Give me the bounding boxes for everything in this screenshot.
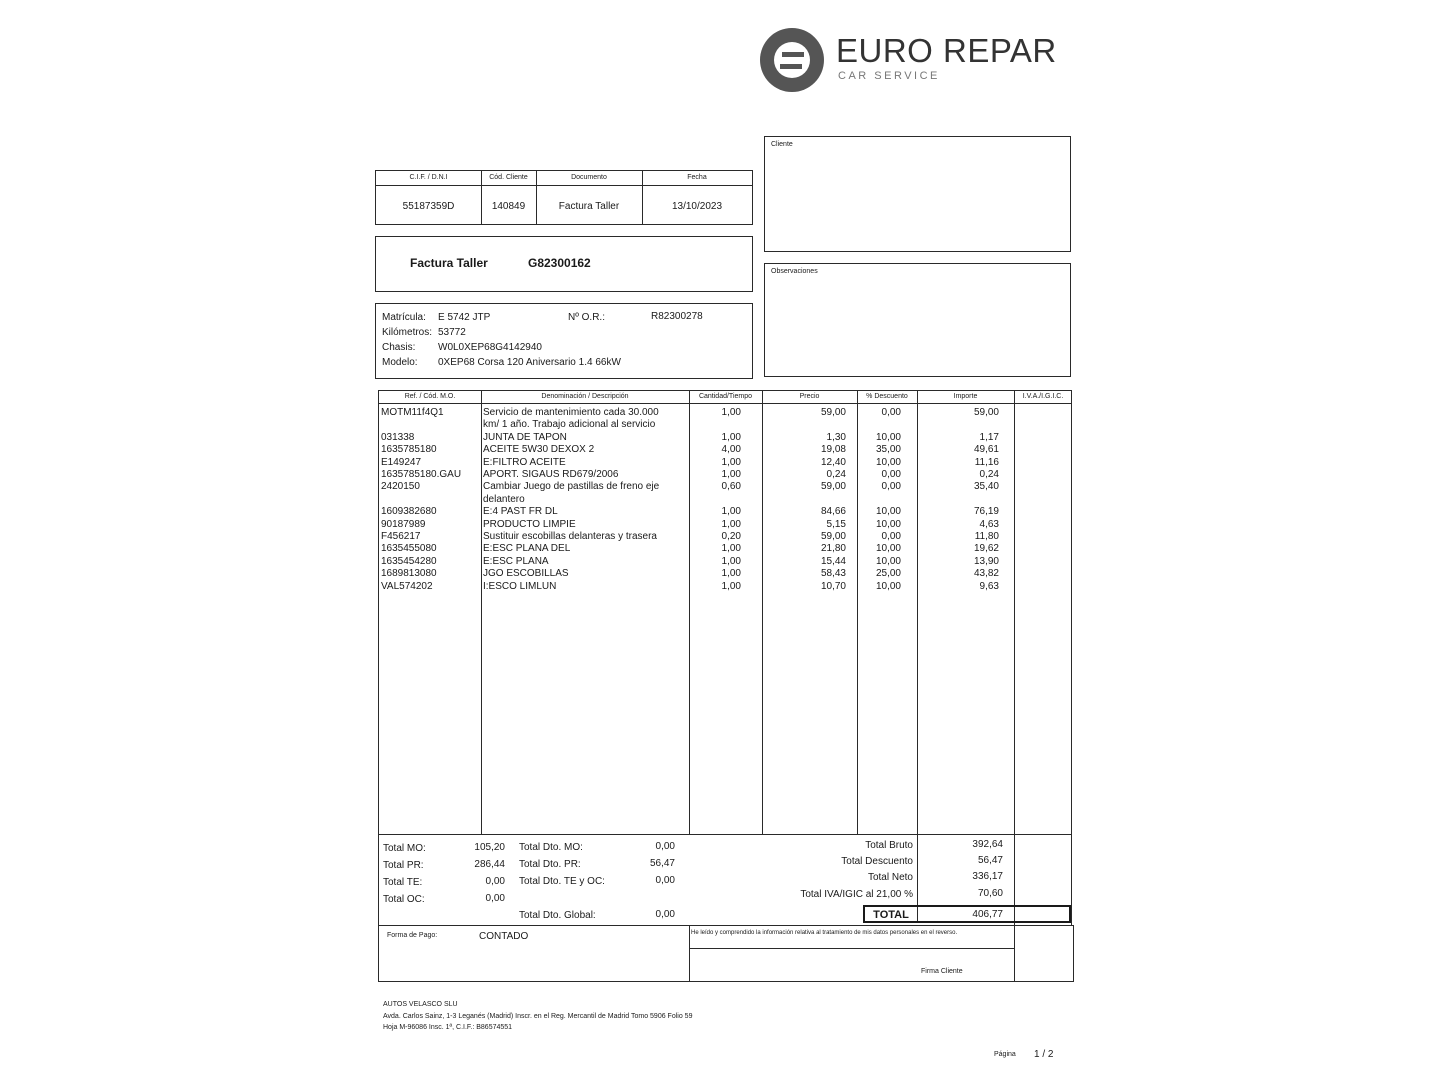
footer-line1: Avda. Carlos Sainz, 1-3 Leganés (Madrid) Inscr. en el Reg. Mercantil de Madrid Tomo 5906 Folio 59 — [383, 1013, 693, 1020]
fecha-header: Fecha — [687, 174, 707, 181]
item-price: 21,80 — [820, 543, 846, 555]
item-disc: 10,00 — [875, 555, 901, 567]
total-dto-te-value: 0,00 — [655, 875, 675, 886]
item-qty: 0,60 — [721, 481, 741, 493]
item-price: 19,08 — [820, 444, 846, 456]
item-disc: 10,00 — [875, 518, 901, 530]
item-qty: 1,00 — [721, 506, 741, 518]
firma-cliente-label: Firma Cliente — [921, 968, 963, 975]
item-qty: 1,00 — [721, 518, 741, 530]
privacy-text: He leído y comprendido la información relativa al tratamiento de mis datos personales en el reverso. — [691, 930, 958, 936]
table-row — [379, 519, 1071, 531]
items-table — [378, 390, 1072, 835]
item-disc: 35,00 — [875, 444, 901, 456]
item-desc: ACEITE 5W30 DEXOX 2 — [483, 444, 595, 456]
item-amount: 1,17 — [979, 431, 999, 443]
item-amount: 35,40 — [973, 481, 999, 493]
item-price: 59,00 — [820, 481, 846, 493]
item-price: 84,66 — [820, 506, 846, 518]
modelo-value: 0XEP68 Corsa 120 Aniversario 1.4 66kW — [438, 357, 621, 368]
brand-subtitle: CAR SERVICE — [838, 70, 940, 82]
item-disc: 10,00 — [875, 543, 901, 555]
item-ref: 2420150 — [381, 481, 420, 493]
col-ref-header: Ref. / Cód. M.O. — [404, 393, 456, 400]
table-row — [379, 407, 1071, 419]
table-row — [379, 457, 1071, 469]
item-ref: 1689813080 — [381, 568, 437, 580]
item-ref: E149247 — [381, 456, 422, 468]
total-label: TOTAL — [873, 909, 909, 921]
total-pr-label: Total PR: — [383, 860, 424, 871]
total-dto-global-label: Total Dto. Global: — [519, 910, 596, 921]
col-amount-header: Importe — [953, 393, 978, 400]
item-desc: Servicio de mantenimiento cada 30.000 — [483, 407, 659, 418]
item-ref: 1635455080 — [381, 543, 437, 555]
or-value: R82300278 — [651, 311, 703, 322]
table-row — [379, 481, 1071, 493]
item-disc: 10,00 — [875, 580, 901, 592]
item-desc: JGO ESCOBILLAS — [483, 568, 569, 580]
item-ref: 1635785180.GAU — [381, 469, 462, 480]
matricula-label: Matrícula: — [382, 312, 426, 323]
cod-cliente-header: Cód. Cliente — [489, 174, 528, 181]
item-disc: 10,00 — [875, 431, 901, 443]
total-iva-label: Total IVA/IGIC al 21,00 % — [800, 889, 913, 900]
item-amount: 9,63 — [979, 580, 999, 592]
total-value: 406,77 — [972, 909, 1003, 920]
payment-box — [378, 925, 1074, 982]
item-qty: 1,00 — [721, 543, 741, 555]
item-amount: 49,61 — [973, 444, 999, 456]
item-disc: 0,00 — [881, 531, 901, 542]
total-dto-mo-label: Total Dto. MO: — [519, 842, 583, 853]
item-qty: 1,00 — [721, 469, 741, 480]
item-desc: PRODUCTO LIMPIE — [483, 518, 576, 530]
col-vat-header: I.V.A./I.G.I.C. — [1022, 393, 1064, 400]
total-mo-label: Total MO: — [383, 843, 426, 854]
total-bruto-label: Total Bruto — [865, 840, 913, 851]
payment-label: Forma de Pago: — [387, 932, 438, 939]
page-value: 1 / 2 — [1034, 1049, 1054, 1060]
item-amount: 43,82 — [973, 568, 999, 580]
item-ref: 90187989 — [381, 518, 426, 530]
item-price: 59,00 — [820, 407, 846, 418]
total-neto-value: 336,17 — [972, 871, 1003, 882]
cod-cliente-value: 140849 — [491, 201, 526, 212]
page-label: Página — [994, 1051, 1016, 1058]
item-price: 59,00 — [820, 531, 846, 542]
col-disc-header: % Descuento — [866, 393, 908, 400]
col-price-header: Precio — [799, 393, 820, 400]
table-row — [379, 419, 1071, 431]
item-qty: 1,00 — [721, 568, 741, 580]
total-box — [863, 905, 1071, 923]
table-row — [379, 556, 1071, 568]
table-row — [379, 432, 1071, 444]
item-disc: 10,00 — [875, 506, 901, 518]
table-row — [379, 568, 1071, 580]
item-amount: 13,90 — [973, 555, 999, 567]
item-qty: 1,00 — [721, 580, 741, 592]
or-label: Nº O.R.: — [568, 312, 605, 323]
observaciones-box — [764, 263, 1071, 377]
item-price: 0,24 — [826, 469, 846, 480]
cliente-box — [764, 136, 1071, 252]
item-disc: 0,00 — [881, 481, 901, 493]
col-qty-header: Cantidad/Tiempo — [698, 393, 753, 400]
items-rows — [379, 407, 1071, 607]
table-row — [379, 506, 1071, 518]
km-value: 53772 — [438, 327, 466, 338]
item-ref: 031338 — [381, 431, 415, 443]
chasis-label: Chasis: — [382, 342, 416, 353]
table-row — [379, 444, 1071, 456]
item-desc: E:FILTRO ACEITE — [483, 456, 566, 468]
item-price: 12,40 — [820, 456, 846, 468]
total-dto-mo-value: 0,00 — [655, 841, 675, 852]
documento-header: Documento — [571, 174, 607, 181]
item-qty: 1,00 — [721, 555, 741, 567]
item-desc: I:ESCO LIMLUN — [483, 580, 557, 592]
table-row — [379, 469, 1071, 481]
table-row — [379, 543, 1071, 555]
item-disc: 0,00 — [881, 469, 901, 480]
fecha-value: 13/10/2023 — [671, 201, 723, 212]
footer-line2: Hoja M-96086 Insc. 1ª, C.I.F.: B86574551 — [383, 1024, 513, 1031]
item-price: 1,30 — [826, 431, 846, 443]
item-price: 10,70 — [820, 580, 846, 592]
matricula-value: E 5742 JTP — [438, 312, 491, 323]
item-desc: Cambiar Juego de pastillas de freno eje — [483, 481, 660, 493]
item-desc: km/ 1 año. Trabajo adicional al servicio — [483, 419, 656, 431]
table-row — [379, 531, 1071, 543]
observaciones-label: Observaciones — [771, 268, 818, 275]
item-ref: 1635454280 — [381, 555, 437, 567]
item-qty: 4,00 — [721, 444, 741, 456]
item-desc: JUNTA DE TAPON — [483, 431, 567, 443]
item-disc: 10,00 — [875, 456, 901, 468]
total-oc-value: 0,00 — [485, 893, 505, 904]
total-bruto-value: 392,64 — [972, 839, 1003, 850]
modelo-label: Modelo: — [382, 357, 418, 368]
total-pr-value: 286,44 — [474, 859, 505, 870]
cif-value: 55187359D — [402, 201, 455, 212]
item-ref: 1609382680 — [381, 506, 437, 518]
item-disc: 0,00 — [881, 407, 901, 418]
item-ref: VAL574202 — [381, 580, 433, 592]
item-amount: 19,62 — [973, 543, 999, 555]
item-qty: 1,00 — [721, 431, 741, 443]
item-desc: Sustituir escobillas delanteras y trasera — [483, 531, 657, 542]
item-price: 5,15 — [826, 518, 846, 530]
total-dto-te-label: Total Dto. TE y OC: — [519, 876, 605, 887]
item-qty: 1,00 — [721, 456, 741, 468]
item-qty: 1,00 — [721, 407, 741, 418]
item-amount: 0,24 — [979, 469, 999, 480]
item-disc: 25,00 — [875, 568, 901, 580]
payment-value: CONTADO — [479, 931, 529, 942]
invoice-title-box — [375, 236, 753, 292]
total-iva-value: 70,60 — [977, 888, 1003, 899]
total-oc-label: Total OC: — [383, 894, 425, 905]
table-row — [379, 581, 1071, 593]
item-desc: APORT. SIGAUS RD679/2006 — [483, 469, 619, 480]
header-info-table — [375, 170, 753, 225]
item-price: 58,43 — [820, 568, 846, 580]
cif-header: C.I.F. / D.N.I — [409, 174, 448, 181]
item-desc: delantero — [483, 493, 525, 505]
total-descuento-label: Total Descuento — [841, 856, 913, 867]
cliente-label: Cliente — [771, 141, 793, 148]
total-dto-global-value: 0,00 — [655, 909, 675, 920]
total-te-value: 0,00 — [485, 876, 505, 887]
documento-value: Factura Taller — [558, 201, 620, 212]
euro-repar-logo-icon — [760, 28, 824, 92]
brand-name: EURO REPAR — [836, 32, 1057, 69]
item-amount: 76,19 — [973, 506, 999, 518]
item-amount: 11,80 — [974, 531, 999, 542]
item-desc: E:4 PAST FR DL — [483, 506, 558, 518]
col-desc-header: Denominación / Descripción — [541, 393, 629, 400]
item-ref: MOTM11f4Q1 — [381, 407, 444, 418]
item-ref: 1635785180 — [381, 444, 437, 456]
km-label: Kilómetros: — [382, 327, 433, 338]
total-dto-pr-value: 56,47 — [649, 858, 675, 869]
total-neto-label: Total Neto — [867, 872, 913, 883]
invoice-number: G82300162 — [528, 256, 591, 270]
chasis-value: W0L0XEP68G4142940 — [438, 342, 542, 353]
item-price: 15,44 — [820, 555, 846, 567]
invoice-type: Factura Taller — [410, 256, 488, 270]
item-amount: 11,16 — [974, 456, 999, 468]
item-desc: E:ESC PLANA — [483, 555, 549, 567]
table-row — [379, 494, 1071, 506]
item-amount: 4,63 — [979, 518, 999, 530]
total-dto-pr-label: Total Dto. PR: — [519, 859, 581, 870]
vehicle-info-box — [375, 303, 753, 379]
total-te-label: Total TE: — [383, 877, 423, 888]
item-qty: 0,20 — [721, 531, 741, 542]
total-descuento-value: 56,47 — [977, 855, 1003, 866]
totals-box — [378, 834, 1072, 926]
footer-company: AUTOS VELASCO SLU — [383, 1001, 458, 1008]
item-amount: 59,00 — [973, 407, 999, 418]
item-desc: E:ESC PLANA DEL — [483, 543, 571, 555]
item-ref: F456217 — [381, 531, 421, 542]
total-mo-value: 105,20 — [474, 842, 505, 853]
